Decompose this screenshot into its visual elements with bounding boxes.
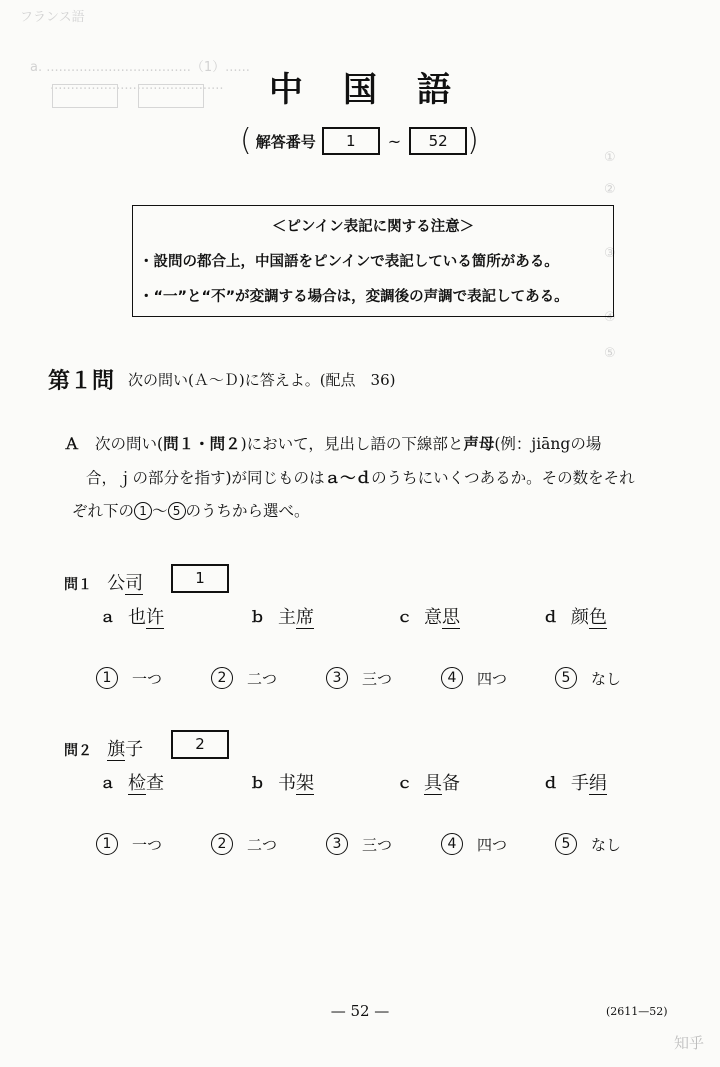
choice-text: 四つ [477,669,508,688]
circled-number-icon: 1 [96,833,118,855]
circled-number-icon: 2 [211,667,233,689]
page-title: 中国語 [269,70,491,110]
circled-number-icon: 3 [326,833,348,855]
circled-number-icon: 1 [134,502,152,520]
answer-range-tilde: ~ [387,131,402,151]
char: 颜 [571,607,589,628]
underlined-char: 思 [442,607,460,628]
text-fragment-bold: 問１・問２ [163,434,241,453]
q2-headword [107,739,143,760]
char: 主 [278,607,296,628]
q2-option-word [128,769,164,795]
char: 查 [146,773,164,794]
underlined-char: 架 [296,773,314,794]
q1-option-letter: ｄ [543,608,559,626]
circled-number-icon: 4 [441,833,463,855]
page-number: — 52 — [330,1002,390,1020]
underlined-char: 具 [424,773,442,794]
q1-label: 問１ [64,577,92,593]
char: 备 [442,773,460,794]
q1-choice [441,667,507,689]
q1-choice [96,667,162,689]
answer-range-label: 解答番号 [255,132,316,151]
headword-char: 公 [107,573,126,594]
headword-char: 子 [125,739,144,760]
q1-option-word [424,603,460,629]
q2-option-letter: ａ [100,774,116,792]
text-fragment: 合，ｊの部分を指す)が同じものは [86,469,325,487]
underlined-char: 色 [589,607,607,628]
bleed-through-text: ④ [604,310,616,325]
q2-row [64,735,143,761]
bleed-through-text: ② [604,182,616,197]
choice-text: 三つ [362,835,393,854]
q2-choice [96,833,162,855]
circled-number-icon: 4 [441,667,463,689]
close-paren: ) [467,123,479,158]
open-paren: ( [240,123,252,158]
circled-number-icon: 5 [168,502,186,520]
q1-row [64,569,143,595]
choice-text: 四つ [477,835,508,854]
choice-text: なし [591,669,622,688]
bleed-through-text: ① [604,150,616,165]
bleed-through-text: フランス語 [20,10,85,25]
circled-number-icon: 2 [211,833,233,855]
q2-choice [211,833,277,855]
choice-text: 一つ [132,835,163,854]
section-a-line-1 [64,427,674,461]
text-fragment-bold: ａ～ｄ [324,468,372,487]
pinyin-notice-box [132,205,614,317]
text-fragment-bold: 声母 [463,434,495,453]
circled-number-icon: 5 [555,667,577,689]
text-fragment: のうちにいくつあるか。その数をそれ [371,469,635,487]
underlined-char: 绢 [589,773,607,794]
choice-text: 一つ [132,669,163,688]
bleed-through-text: ⑤ [604,346,616,361]
q2-choice [555,833,621,855]
circled-number-icon: 1 [96,667,118,689]
text-fragment: 次の問い( [95,435,164,453]
question-instruction: 次の問い(Ａ～Ｄ)に答えよ。(配点 36) [128,371,396,389]
q2-option-word [278,769,314,795]
q2-choice [326,833,392,855]
q1-option-word [128,603,164,629]
underlined-char: 席 [296,607,314,628]
q2-option-word [571,769,607,795]
char: 手 [571,773,589,794]
q2-option-letter: ｂ [250,774,266,792]
bleed-through-text: a. ...................................（1）...... [30,60,250,75]
q1-choice [555,667,621,689]
circled-number-icon: 3 [326,667,348,689]
choice-text: 二つ [247,669,278,688]
char: 书 [278,773,296,794]
q1-choice [326,667,392,689]
text-fragment: ～ [152,502,168,520]
q1-option-word [278,603,314,629]
watermark: 知乎 [673,1034,704,1052]
text-fragment: )において，見出し語の下線部と [240,435,464,453]
q2-choice [441,833,507,855]
exam-code: (2611—52) [606,1005,668,1018]
text-fragment: (例：jiāngの場 [494,435,602,453]
bleed-through-text: ③ [604,246,616,261]
q1-headword [107,573,143,594]
section-a-instruction [64,427,674,528]
q2-answer-number-box: 2 [171,730,229,759]
notice-line-1: ・設問の都合上，中国語をピンインで表記している箇所がある。 [139,254,559,270]
q2-option-word [424,769,460,795]
notice-line-2: ・“一”と“不”が変調する場合は，変調後の声調で表記してある。 [139,289,569,305]
q1-option-letter: ｂ [250,608,266,626]
char: 也 [128,607,146,628]
circled-number-icon: 5 [555,833,577,855]
underlined-char: 许 [146,607,164,628]
headword-underlined-char: 司 [125,573,144,594]
question-heading: 第１問 [48,369,115,394]
answer-number-range [240,124,479,158]
section-a-line-3 [64,495,674,528]
choice-text: なし [591,835,622,854]
section-a-letter: Ａ [64,434,80,453]
q2-option-letter: ｃ [397,774,413,792]
bleed-through-text: .......................................... [50,78,224,93]
choice-text: 三つ [362,669,393,688]
q2-label: 問２ [64,743,92,759]
notice-heading: ＜ピンイン表記に関する注意＞ [271,219,475,235]
underlined-char: 检 [128,773,146,794]
headword-underlined-char: 旗 [107,739,126,760]
answer-range-start-box: 1 [322,127,380,155]
q1-answer-number-box: 1 [171,564,229,593]
q1-option-word [571,603,607,629]
q1-choice [211,667,277,689]
text-fragment: ぞれ下の [72,502,135,520]
q1-option-letter: ａ [100,608,116,626]
text-fragment: のうちから選べ。 [185,502,310,520]
answer-range-end-box: 52 [409,127,467,155]
char: 意 [424,607,442,628]
section-a-line-2 [64,461,674,495]
q2-option-letter: ｄ [543,774,559,792]
choice-text: 二つ [247,835,278,854]
q1-option-letter: ｃ [397,608,413,626]
